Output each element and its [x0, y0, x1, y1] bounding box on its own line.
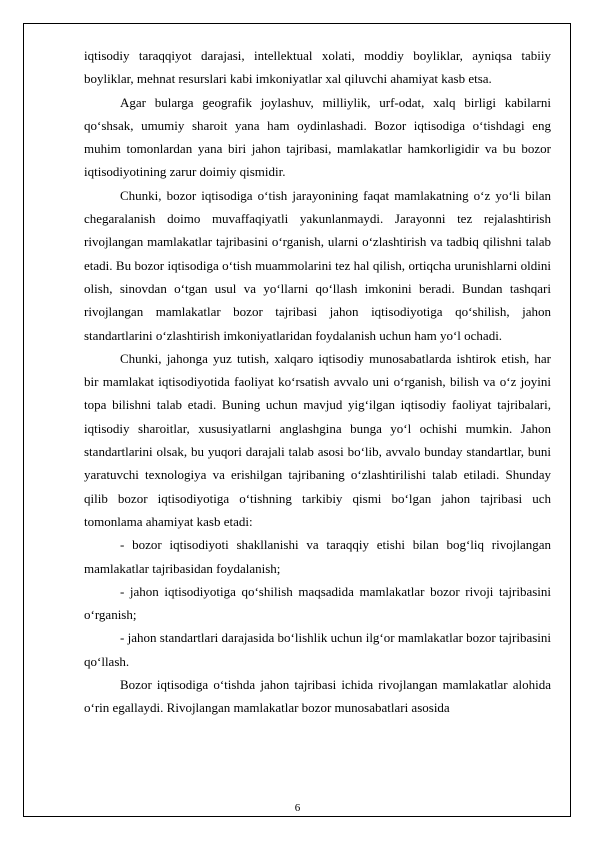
paragraph-4: Chunki, jahonga yuz tutish, xalqaro iqtisodiy munosabatlarda ishtirok etish, har bir mamlakat iqtisodiyotida faoliyat ko‘rsatish avvalo uni o‘rganish, bilish va o‘z joyini topa bilishni talab etadi. Buning uchun mavjud yig‘ilgan iqtisodiy faoliyat tajribalari, iqtisodiy sharoitlar, xususiyatlarni anglashgina bunga yo‘l ochishi mumkin. Jahon standartlarini olsak, bu yuqori darajali talab asosi bo‘lib, avvalo bunday standartlar, buni yaratuvchi texnologiya va erishilgan tajribaning o‘zlashtirilishi talab etiladi. Shunday qilib bozor iqtisodiyotiga o‘tishning tarkibiy qismi bo‘lgan jahon tajribasi uch tomonlama ahamiyat kasb etadi: — [84, 350, 551, 529]
paragraph-5: Bozor iqtisodiga o‘tishda jahon tajribasi ichida rivojlangan mamlakatlar alohida o‘rin egallaydi. Rivojlangan mamlakatlar bozor munosabatlari asosida — [84, 677, 551, 716]
document-body — [84, 44, 551, 720]
list-item-3: - jahon standartlari darajasida bo‘lishlik uchun ilg‘or mamlakatlar bozor tajribasini qo‘llash. — [84, 630, 551, 669]
paragraph-3: Chunki, bozor iqtisodiga o‘tish jarayonining faqat mamlakatning o‘z yo‘li bilan chegaralanish doimo muvaffaqiyatli yakunlanmaydi. Jarayonni tez rejalashtirish rivojlangan mamlakatlar tajribasini o‘rganish, ularni o‘zlashtirish va tadbiq qilishni talab etadi. Bu bozor iqtisodiga o‘tish muammolarini tez hal qilish, ortiqcha urunishlarni oldini olish, sinovdan o‘tgan usul va yo‘llarni qo‘llash imkonini beradi. Bundan tashqari rivojlangan mamlakatlar bozor tajribasi jahon iqtisodiyotiga qo‘shilish, jahon standartlarini o‘zlashtirish imkoniyatlaridan foydalanish uchun ham yo‘l ochadi. — [84, 187, 551, 343]
page-number: 6 — [294, 802, 301, 814]
paragraph-2: Agar bularga geografik joylashuv, milliylik, urf-odat, xalq birligi kabilarni qo‘shsak, umumiy sharoit yana ham oydinlashadi. Bozor iqtisodiga o‘tishdagi eng muhim tomonlardan yana biri jahon tajribasi, mamlakatlar hamkorligidir va bu bozor iqtisodiyotining zarur doimiy qismidir. — [84, 94, 551, 180]
list-item-1: - bozor iqtisodiyoti shakllanishi va taraqqiy etishi bilan bog‘liq rivojlangan mamlakatlar tajribasidan foydalanish; — [84, 537, 551, 576]
paragraph-1: iqtisodiy taraqqiyot darajasi, intellektual xolati, moddiy boyliklar, ayniqsa tabiiy boyliklar, mehnat resurslari kabi imkoniyatlar xal qiluvchi ahamiyat kasb etsa. — [84, 48, 551, 87]
list-item-2: - jahon iqtisodiyotiga qo‘shilish maqsadida mamlakatlar bozor rivoji tajribasini o‘rganish; — [84, 583, 551, 623]
